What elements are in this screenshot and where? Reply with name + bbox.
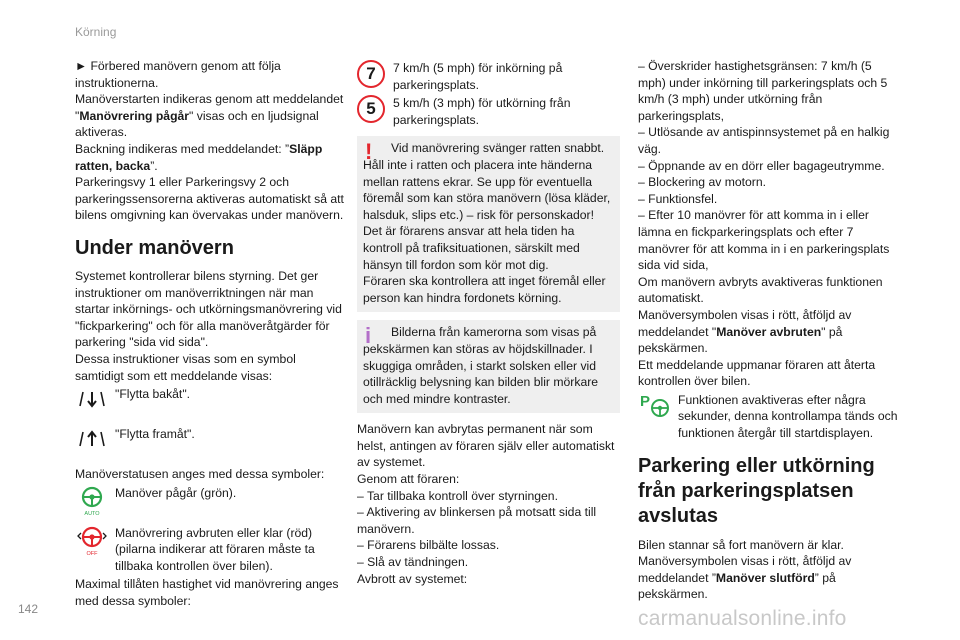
info-box (357, 320, 620, 413)
section-heading: Under manövern (75, 236, 234, 259)
paragraph: Systemet kontrollerar bilens styrning. Det ger instruktioner om manöverriktningen när man startar inkörnings- och utkörningsmanövrering vid "fickparkering" och för alla manöveråtgärder för parkering "sida vid sida". (75, 268, 342, 350)
paragraph: Parkeringsvy 1 eller Parkeringsvy 2 och parkeringssensorerna aktiveras automatiskt så att bilens omgivning kan övervakas under manövern. (75, 175, 344, 223)
paragraph: Bilen stannar så fort manövern är klar. (638, 537, 844, 552)
column-3 (638, 58, 900, 603)
paragraph: ► Förbered manövern genom att följa instruktionerna. (75, 59, 281, 90)
paragraph: Om manövern avbryts avaktiveras funktionen automatiskt. (638, 274, 883, 306)
park-assist-warning-lamp-icon (638, 392, 672, 425)
speed-7-text: 7 km/h (5 mph) för inkörning på parkeringsplats. (393, 61, 563, 92)
move-back-row (75, 386, 345, 424)
list-item: – Utlösande av antispinnsystemet på en halkig väg. (638, 125, 890, 156)
list-item: – Aktivering av blinkersen på motsatt sida till manövern. (357, 505, 597, 536)
info-text: Bilderna från kamerorna som visas på pekskärmen kan störas av höjdskillnader. I skuggiga områden, i starkt solsken eller vid otillräcklig belysning kan bilden blir mörkare och med mindre kontraster. (363, 325, 599, 406)
steering-wheel-auto-green-icon (75, 485, 109, 517)
list-item: – Tar tillbaka kontroll över styrningen. (357, 488, 558, 503)
paragraph: Ett meddelande uppmanar föraren att återta kontrollen över bilen. (638, 357, 876, 389)
list-item: – Slå av tändningen. (357, 555, 469, 570)
paragraph: Manövern kan avbrytas permanent när som helst, antingen av föraren själv eller automatiskt av systemet. (357, 422, 615, 470)
status-red-text: Manövrering avbruten eller klar (röd) (pilarna indikerar att föraren måste ta tillbaka kontrollen över bilen). (115, 525, 315, 573)
warning-box (357, 136, 620, 312)
move-back-icon (75, 386, 109, 410)
paragraph: Manöverstarten indikeras genom att meddelandet "Manövrering pågår" visas och en ljudsignal aktiveras. (75, 92, 344, 140)
paragraph: Manöverstatusen anges med dessa symboler: (75, 467, 325, 482)
list-item: – Funktionsfel. (638, 191, 718, 206)
status-green-text: Manöver pågår (grön). (115, 485, 237, 500)
move-forward-text: "Flytta framåt". (115, 427, 195, 442)
warning-text: Det är förarens ansvar att hela tiden ha kontroll på trafiksituationen, särskilt med hänsyn till fordon som kör mot dig. (363, 224, 580, 272)
paragraph: Avbrott av systemet: (357, 571, 468, 586)
steering-wheel-off-red-icon (75, 525, 109, 557)
paragraph: Manöversymbolen visas i rött, åtföljd av meddelandet "Manöver avbruten" på pekskärmen. (638, 307, 852, 356)
park-assist-warning-row (638, 392, 900, 442)
park-assist-warning-text: Funktionen avaktiveras efter några sekunder, denna kontrollampa tänds och funktionen återgår till startdisplayen. (678, 392, 898, 441)
warning-icon: ! (365, 139, 373, 165)
paragraph: Genom att föraren: (357, 472, 460, 487)
running-header: Körning (75, 25, 117, 39)
move-forward-icon (75, 426, 109, 450)
svg-text:OFF: OFF (86, 550, 98, 557)
speed-5-text: 5 km/h (3 mph) för utkörning från parkeringsplats. (393, 96, 571, 127)
list-item: – Efter 10 manövrer för att komma in i eller lämna en fickparkeringsplats och efter 7 manövrer för att komma in i en parkeringsplats sida vid sida, (638, 208, 890, 273)
move-forward-row (75, 426, 345, 464)
warning-text: Föraren ska kontrollera att inget föremål eller person kan hindra fordonets körning. (363, 274, 606, 305)
status-green-row (75, 485, 345, 523)
list-item: – Öppnande av en dörr eller bagageutrymme. (638, 158, 885, 173)
warning-text: Vid manövrering svänger ratten snabbt. Håll inte i ratten och placera inte händerna mellan rattens ekrar. Se upp för eventuella föremål som kan störa manövern (lösa kläder, halsduk, slips etc.) – risk för personskador! (363, 141, 611, 222)
page-number: 142 (18, 602, 39, 616)
paragraph: Dessa instruktioner visas som en symbol samtidigt som ett meddelande visas: (75, 351, 296, 383)
speed-limit-5-icon: 5 (357, 95, 385, 123)
svg-text:P: P (640, 392, 651, 410)
speed-7-row (357, 60, 620, 93)
paragraph: Backning indikeras med meddelandet: ”Släpp ratten, backa”. (75, 141, 323, 173)
info-icon: i (365, 323, 372, 349)
move-back-text: "Flytta bakåt". (115, 387, 191, 402)
speed-5-row (357, 95, 620, 128)
paragraph: Maximal tillåten hastighet vid manövrering anges med dessa symboler: (75, 577, 339, 609)
column-1 (75, 58, 345, 610)
watermark: carmanualsonline.info (638, 607, 847, 630)
paragraph: Manöversymbolen visas i rött, åtföljd av meddelandet ”Manöver slutförd” på pekskärmen. (638, 554, 852, 602)
status-red-row (75, 525, 345, 575)
section-heading: Parkering eller utkörning från parkeringsplatsen avslutas (638, 454, 875, 527)
list-item: – Överskrider hastighetsgränsen: 7 km/h (5 mph) under inkörning till parkeringsplats och 5 km/h (3 mph) under utkörning från parkeringsplats, (638, 59, 888, 123)
svg-text:AUTO: AUTO (84, 510, 100, 517)
list-item: – Förarens bilbälte lossas. (357, 538, 500, 553)
column-2 (357, 60, 620, 587)
list-item: – Blockering av motorn. (638, 175, 767, 190)
speed-limit-7-icon: 7 (357, 60, 385, 88)
